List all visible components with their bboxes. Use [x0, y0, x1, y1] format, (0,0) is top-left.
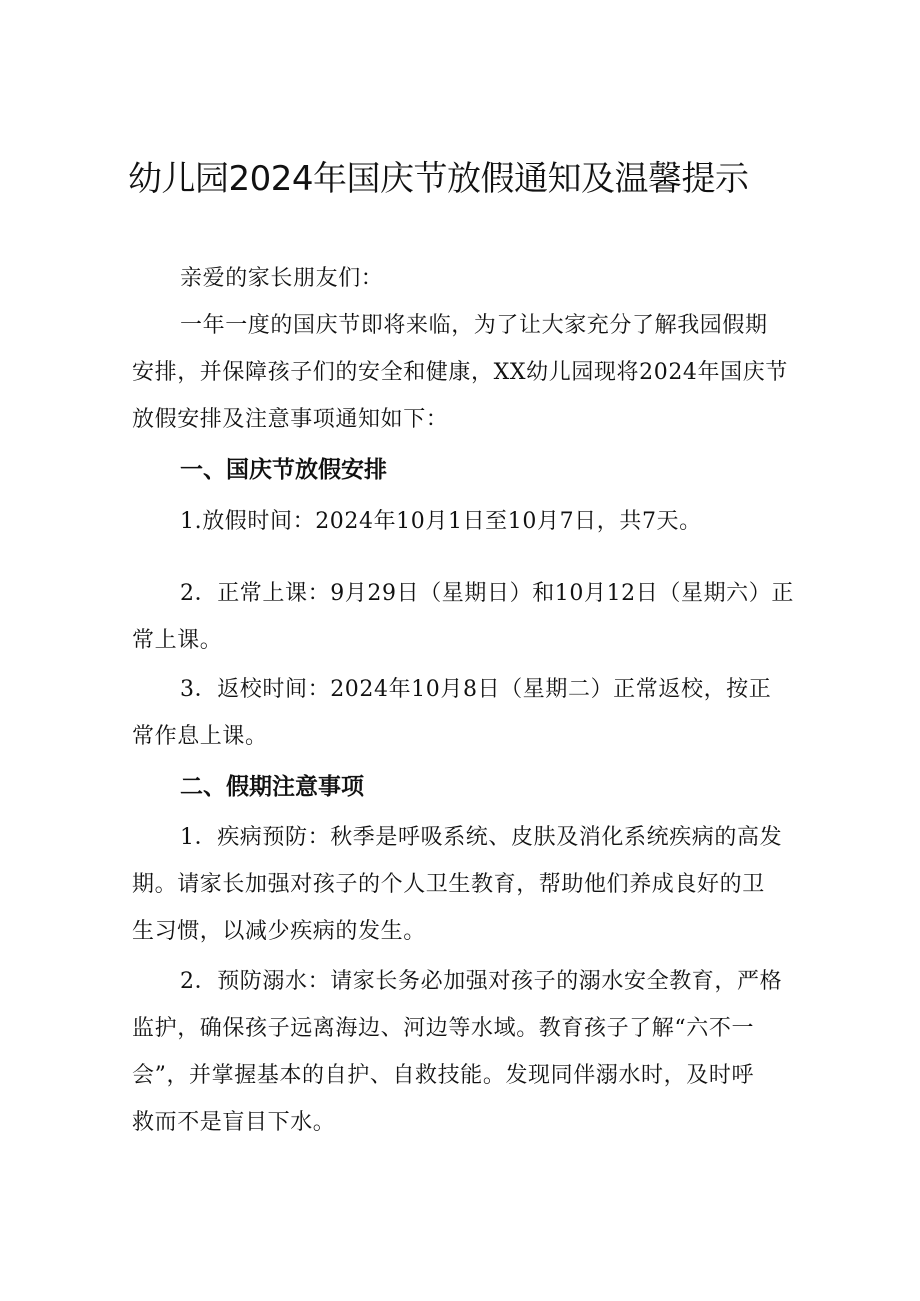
intro-line-3: 放假安排及注意事项通知如下： [132, 407, 449, 432]
section-1-item-2-line-1: 2．正常上课：9月29日（星期日）和10月12日（星期六）正 [180, 581, 794, 606]
section-2-item-2 [132, 958, 794, 1146]
section-1-item-3 [132, 666, 794, 760]
section-1-item-3-line-1: 3．返校时间：2024年10月8日（星期二）正常返校，按正 [180, 677, 772, 702]
section-2-item-2-line-4: 救而不是盲目下水。 [132, 1110, 336, 1135]
section-1-item-2 [132, 570, 794, 664]
section-1-heading: 一、国庆节放假安排 [180, 457, 387, 483]
section-2-item-1-line-2: 期。请家长加强对孩子的个人卫生教育，帮助他们养成良好的卫 [132, 872, 765, 897]
section-2-item-2-line-1: 2．预防溺水：请家长务必加强对孩子的溺水安全教育，严格 [180, 969, 783, 994]
section-1-item-3-line-2: 常作息上课。 [132, 724, 268, 749]
greeting-line: 亲爱的家长朋友们： [180, 266, 384, 291]
section-1-item-1-line-1: 1.放假时间：2024年10月1日至10月7日，共7天。 [180, 509, 702, 534]
section-2-item-2-line-3: 会”，并掌握基本的自护、自救技能。发现同伴溺水时，及时呼 [132, 1063, 755, 1088]
section-2-heading: 二、假期注意事项 [180, 774, 364, 800]
section-1-item-2-line-2: 常上课。 [132, 628, 223, 653]
section-1-item-1 [132, 498, 794, 545]
section-2-item-1 [132, 814, 794, 955]
intro-paragraph [132, 302, 794, 443]
intro-line-2: 安排，并保障孩子们的安全和健康，XX幼儿园现将2024年国庆节 [132, 360, 788, 385]
section-2-item-1-line-3: 生习惯，以减少疾病的发生。 [132, 919, 426, 944]
section-2-item-2-line-2: 监护，确保孩子远离海边、河边等水域。教育孩子了解“六不一 [132, 1016, 755, 1041]
intro-line-1: 一年一度的国庆节即将来临，为了让大家充分了解我园假期 [180, 313, 768, 338]
greeting [132, 255, 794, 302]
section-2-item-1-line-1: 1．疾病预防：秋季是呼吸系统、皮肤及消化系统疾病的高发 [180, 825, 783, 850]
document-title: 幼儿园2024年国庆节放假通知及温馨提示 [128, 159, 749, 199]
